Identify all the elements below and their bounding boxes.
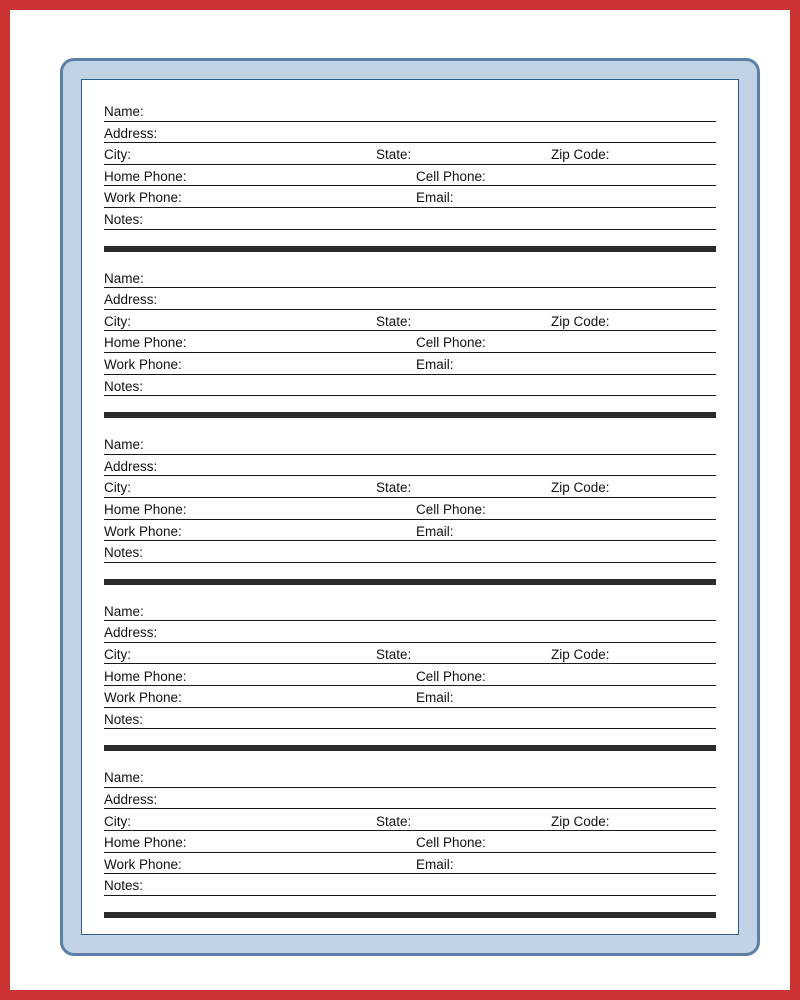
home-cell-phone-row[interactable]: [104, 831, 716, 853]
city-label: City:: [104, 813, 131, 829]
zip-code-label: Zip Code:: [551, 480, 610, 496]
name-row[interactable]: [104, 433, 716, 455]
contact-entry: [104, 100, 716, 230]
cell-phone-label: Cell Phone:: [416, 835, 486, 851]
city-label: City:: [104, 646, 131, 662]
address-row[interactable]: [104, 122, 716, 144]
home-cell-phone-row[interactable]: [104, 498, 716, 520]
work-phone-email-row[interactable]: [104, 353, 716, 375]
notes-label: Notes:: [104, 711, 144, 727]
name-row[interactable]: [104, 600, 716, 622]
city-state-zip-row[interactable]: [104, 809, 716, 831]
name-row[interactable]: [104, 267, 716, 289]
entry-divider: [104, 246, 716, 252]
entry-divider: [104, 912, 716, 918]
home-phone-label: Home Phone:: [104, 502, 187, 517]
email-label: Email:: [416, 357, 454, 373]
state-label: State:: [376, 813, 412, 829]
city-state-zip-row[interactable]: [104, 476, 716, 498]
state-label: State:: [376, 147, 412, 163]
city-state-zip-row[interactable]: [104, 643, 716, 665]
city-label: City:: [104, 480, 131, 496]
form-sheet: [81, 79, 739, 935]
address-row[interactable]: [104, 621, 716, 643]
contact-entry: [104, 600, 716, 730]
state-label: State:: [376, 646, 412, 662]
entry-divider: [104, 745, 716, 751]
contact-entry: [104, 766, 716, 896]
zip-code-label: Zip Code:: [551, 813, 610, 829]
city-state-zip-row[interactable]: [104, 143, 716, 165]
entry-divider: [104, 579, 716, 585]
notes-label: Notes:: [104, 878, 144, 894]
notes-row[interactable]: [104, 541, 716, 563]
zip-code-label: Zip Code:: [551, 147, 610, 163]
contact-entry: [104, 433, 716, 563]
zip-code-label: Zip Code:: [551, 646, 610, 662]
notes-label: Notes:: [104, 378, 144, 394]
notes-row[interactable]: [104, 375, 716, 397]
email-label: Email:: [416, 856, 454, 872]
name-row[interactable]: [104, 766, 716, 788]
name-label: Name:: [104, 270, 144, 286]
contact-entry: [104, 267, 716, 397]
work-phone-email-row[interactable]: [104, 686, 716, 708]
notes-row[interactable]: [104, 708, 716, 730]
zip-code-label: Zip Code:: [551, 313, 610, 329]
address-label: Address:: [104, 791, 158, 807]
home-phone-label: Home Phone:: [104, 668, 187, 684]
address-label: Address:: [104, 625, 158, 641]
entry-divider: [104, 412, 716, 418]
state-label: State:: [376, 313, 412, 329]
notes-label: Notes:: [104, 212, 144, 228]
address-row[interactable]: [104, 455, 716, 477]
work-phone-email-row[interactable]: [104, 186, 716, 208]
cell-phone-label: Cell Phone:: [416, 335, 486, 351]
work-phone-label: Work Phone:: [104, 190, 182, 206]
email-label: Email:: [416, 190, 454, 206]
home-phone-label: Home Phone:: [104, 168, 187, 184]
email-label: Email:: [416, 523, 454, 539]
notes-label: Notes:: [104, 545, 144, 561]
form-card: [60, 58, 760, 956]
home-cell-phone-row[interactable]: [104, 331, 716, 353]
address-label: Address:: [104, 292, 158, 308]
notes-row[interactable]: [104, 208, 716, 230]
work-phone-label: Work Phone:: [104, 856, 182, 872]
home-phone-label: Home Phone:: [104, 835, 187, 851]
name-row[interactable]: [104, 100, 716, 122]
notes-row[interactable]: [104, 874, 716, 896]
address-row[interactable]: [104, 288, 716, 310]
address-label: Address:: [104, 125, 158, 141]
name-label: Name:: [104, 437, 144, 453]
cell-phone-label: Cell Phone:: [416, 502, 486, 517]
state-label: State:: [376, 480, 412, 496]
work-phone-label: Work Phone:: [104, 690, 182, 706]
home-cell-phone-row[interactable]: [104, 664, 716, 686]
city-label: City:: [104, 147, 131, 163]
work-phone-email-row[interactable]: [104, 520, 716, 542]
city-state-zip-row[interactable]: [104, 310, 716, 332]
home-phone-label: Home Phone:: [104, 335, 187, 351]
work-phone-email-row[interactable]: [104, 853, 716, 875]
cell-phone-label: Cell Phone:: [416, 668, 486, 684]
name-label: Name:: [104, 770, 144, 786]
address-row[interactable]: [104, 788, 716, 810]
home-cell-phone-row[interactable]: [104, 165, 716, 187]
work-phone-label: Work Phone:: [104, 357, 182, 373]
name-label: Name:: [104, 603, 144, 619]
cell-phone-label: Cell Phone:: [416, 168, 486, 184]
name-label: Name:: [104, 104, 144, 120]
work-phone-label: Work Phone:: [104, 523, 182, 539]
address-label: Address:: [104, 458, 158, 474]
email-label: Email:: [416, 690, 454, 706]
city-label: City:: [104, 313, 131, 329]
